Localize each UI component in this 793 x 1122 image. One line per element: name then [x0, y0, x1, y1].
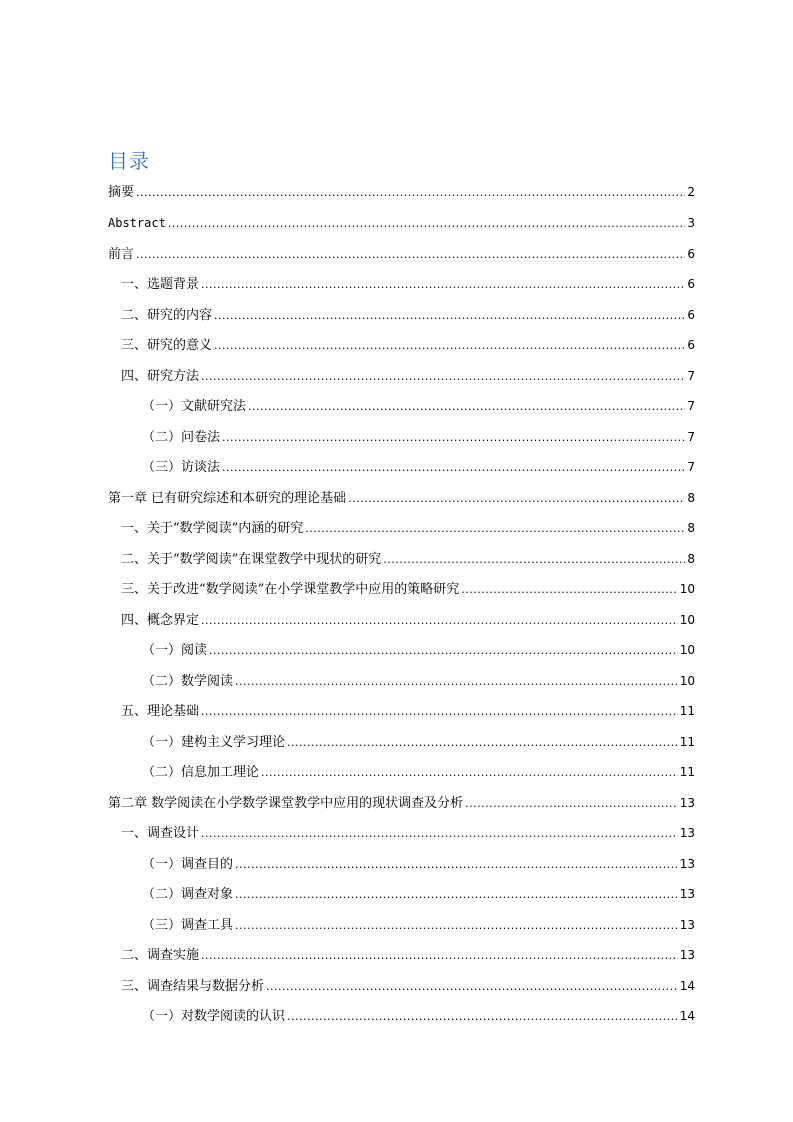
- toc-entry-page: 7: [687, 460, 695, 474]
- toc-entry-abstract-cn[interactable]: [108, 181, 695, 203]
- dot-leader: [235, 884, 678, 906]
- toc-entry-page: 13: [679, 948, 695, 962]
- dot-leader: [235, 854, 678, 876]
- toc-entry-page: 2: [687, 185, 695, 199]
- toc-entry-page: 10: [679, 613, 695, 627]
- dot-leader: [222, 457, 685, 479]
- toc-entry-2-1[interactable]: [121, 822, 695, 844]
- toc-entry-2-1-3[interactable]: [142, 914, 695, 936]
- toc-entry-page: 14: [679, 979, 695, 993]
- toc-entry-chapter-2[interactable]: [108, 792, 695, 814]
- toc-entry-label: （一）文献研究法: [142, 399, 247, 414]
- toc-entry-1-4-2[interactable]: [142, 670, 695, 692]
- toc-entry-research-content[interactable]: [121, 304, 695, 326]
- toc-entry-page: 10: [679, 674, 695, 688]
- toc-entry-page: 7: [687, 369, 695, 383]
- toc-entry-1-5-2[interactable]: [142, 761, 695, 783]
- toc-entry-page: 14: [679, 1009, 695, 1023]
- toc-entry-2-2[interactable]: [121, 944, 695, 966]
- dot-leader: [235, 671, 678, 693]
- toc-entry-page: 6: [687, 338, 695, 352]
- toc-entry-label: 五、理论基础: [121, 704, 200, 719]
- toc-entry-label: Abstract: [108, 216, 166, 230]
- toc-entry-2-1-2[interactable]: [142, 883, 695, 905]
- dot-leader: [383, 549, 685, 571]
- toc-entry-1-4-1[interactable]: [142, 639, 695, 661]
- toc-entry-page: 13: [679, 857, 695, 871]
- toc-entry-page: 11: [679, 765, 695, 779]
- toc-entry-page: 10: [679, 643, 695, 657]
- toc-entry-2-3-1[interactable]: [142, 1005, 695, 1027]
- toc-entry-research-significance[interactable]: [121, 334, 695, 356]
- toc-entry-2-3[interactable]: [121, 975, 695, 997]
- toc-entry-page: 6: [687, 308, 695, 322]
- toc-entry-label: 二、研究的内容: [121, 308, 213, 323]
- toc-entry-page: 13: [679, 918, 695, 932]
- toc-entry-label: （一）对数学阅读的认识: [142, 1009, 286, 1024]
- dot-leader: [136, 182, 685, 204]
- dot-leader: [136, 244, 685, 266]
- dot-leader: [222, 427, 685, 449]
- toc-entry-page: 7: [687, 430, 695, 444]
- toc-entry-page: 6: [687, 247, 695, 261]
- dot-leader: [261, 762, 678, 784]
- toc-entry-label: （二）数学阅读: [142, 674, 234, 689]
- toc-entry-1-5-1[interactable]: [142, 731, 695, 753]
- toc-entry-label: 二、关于“数学阅读”在课堂教学中现状的研究: [121, 552, 382, 567]
- toc-entry-label: 第二章 数学阅读在小学数学课堂教学中应用的现状调查及分析: [108, 796, 464, 811]
- toc-entry-page: 10: [679, 582, 695, 596]
- dot-leader: [348, 488, 685, 510]
- dot-leader: [168, 213, 686, 235]
- toc-entry-label: 第一章 已有研究综述和本研究的理论基础: [108, 491, 347, 506]
- toc-entry-page: 13: [679, 826, 695, 840]
- toc-entry-research-methods[interactable]: [121, 365, 695, 387]
- toc-entry-interview-method[interactable]: [142, 456, 695, 478]
- dot-leader: [248, 396, 685, 418]
- dot-leader: [201, 823, 678, 845]
- dot-leader: [214, 335, 685, 357]
- toc-entry-label: （一）调查目的: [142, 857, 234, 872]
- toc-entry-label: 三、关于改进“数学阅读”在小学课堂教学中应用的策略研究: [121, 582, 460, 597]
- dot-leader: [461, 579, 677, 601]
- toc-entry-label: （二）信息加工理论: [142, 765, 260, 780]
- toc-entry-page: 11: [679, 735, 695, 749]
- toc-entry-page: 6: [687, 277, 695, 291]
- toc-entry-1-1[interactable]: [121, 517, 695, 539]
- toc-entry-1-4[interactable]: [121, 609, 695, 631]
- toc-entry-1-2[interactable]: [121, 548, 695, 570]
- dot-leader: [235, 915, 678, 937]
- dot-leader: [201, 701, 678, 723]
- toc-entry-1-5[interactable]: [121, 700, 695, 722]
- dot-leader: [287, 1006, 678, 1028]
- toc-entry-page: 11: [679, 704, 695, 718]
- toc-entry-page: 3: [687, 216, 695, 230]
- toc-entry-label: 一、关于“数学阅读”内涵的研究: [121, 521, 304, 536]
- toc-title: 目录: [108, 149, 150, 173]
- toc-entry-chapter-1[interactable]: [108, 487, 695, 509]
- dot-leader: [465, 793, 678, 815]
- dot-leader: [201, 274, 685, 296]
- toc-entry-2-1-1[interactable]: [142, 853, 695, 875]
- toc-entry-label: 摘要: [108, 185, 135, 200]
- toc-entry-topic-background[interactable]: [121, 273, 695, 295]
- toc-entry-page: 13: [679, 887, 695, 901]
- toc-entry-label: （二）问卷法: [142, 430, 221, 445]
- toc-entry-literature-method[interactable]: [142, 395, 695, 417]
- toc-entry-page: 8: [687, 491, 695, 505]
- toc-entry-page: 13: [679, 796, 695, 810]
- toc-entry-label: 二、调查实施: [121, 948, 200, 963]
- toc-entry-label: （三）访谈法: [142, 460, 221, 475]
- toc-entry-page: 8: [687, 552, 695, 566]
- dot-leader: [201, 945, 678, 967]
- dot-leader: [201, 366, 685, 388]
- toc-entry-abstract-en[interactable]: [108, 212, 695, 234]
- dot-leader: [287, 732, 678, 754]
- dot-leader: [305, 518, 685, 540]
- dot-leader: [209, 640, 678, 662]
- dot-leader: [266, 976, 678, 998]
- toc-entry-label: 前言: [108, 247, 135, 262]
- toc-entry-label: 四、研究方法: [121, 369, 200, 384]
- toc-entry-label: （二）调查对象: [142, 887, 234, 902]
- toc-entry-preface[interactable]: [108, 243, 695, 265]
- toc-entry-label: 三、研究的意义: [121, 338, 213, 353]
- toc-entry-label: 三、调查结果与数据分析: [121, 979, 265, 994]
- toc-entry-label: 一、调查设计: [121, 826, 200, 841]
- toc-entry-label: （一）阅读: [142, 643, 208, 658]
- toc-entry-label: 一、选题背景: [121, 277, 200, 292]
- toc-entry-page: 8: [687, 521, 695, 535]
- toc-entry-1-3[interactable]: [121, 578, 695, 600]
- toc-entry-questionnaire-method[interactable]: [142, 426, 695, 448]
- dot-leader: [214, 305, 685, 327]
- toc-entry-label: 四、概念界定: [121, 613, 200, 628]
- dot-leader: [201, 610, 678, 632]
- toc-entry-page: 7: [687, 399, 695, 413]
- toc-entry-label: （一）建构主义学习理论: [142, 735, 286, 750]
- toc-entry-label: （三）调查工具: [142, 918, 234, 933]
